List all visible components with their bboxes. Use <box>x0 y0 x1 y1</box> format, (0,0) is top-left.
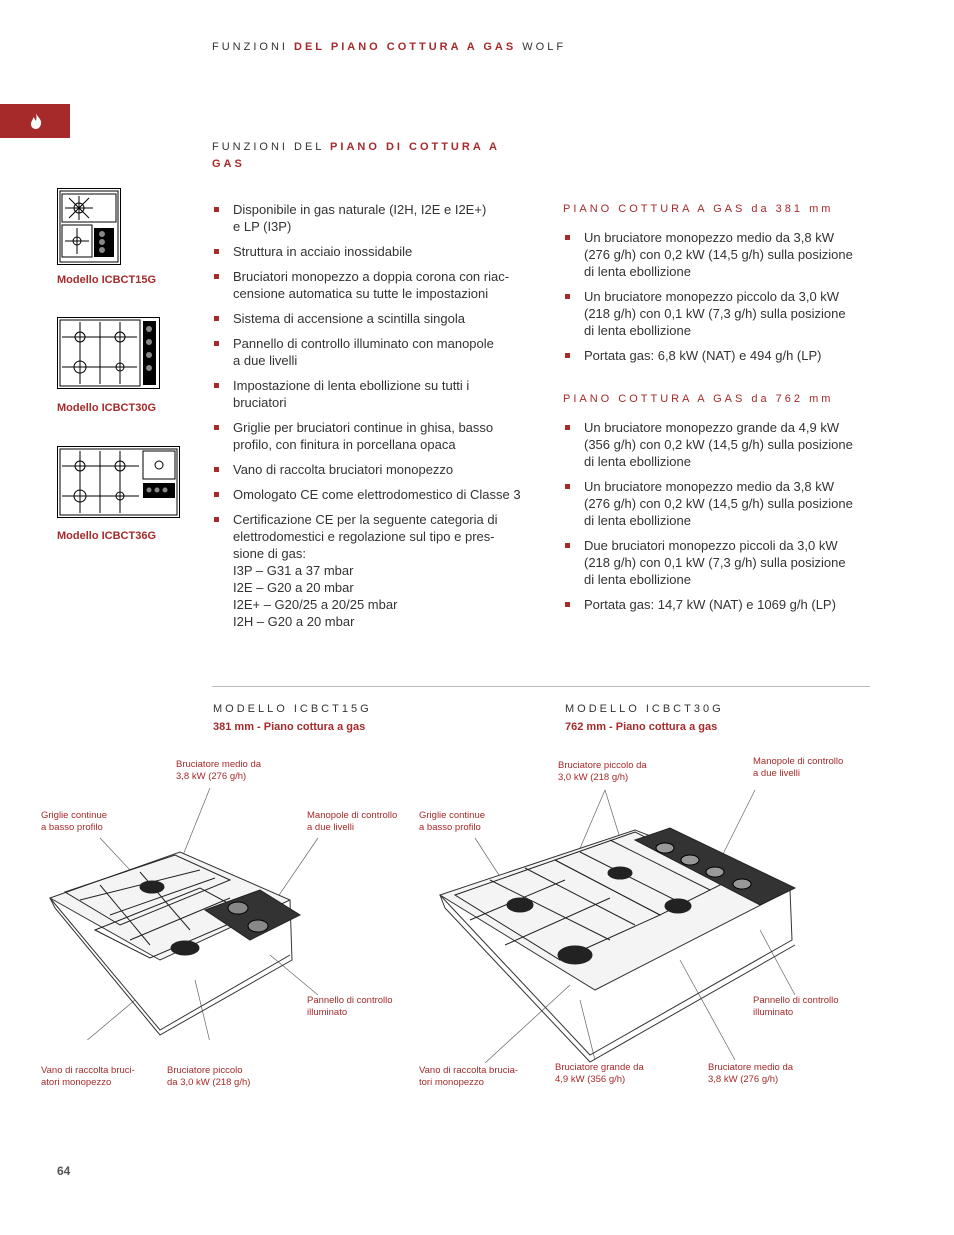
list-item: Vano di raccolta bruciatori monopezzo <box>213 461 543 478</box>
list-item: Portata gas: 6,8 kW (NAT) e 494 g/h (LP) <box>564 347 874 364</box>
list-item: Sistema di accensione a scintilla singola <box>213 310 543 327</box>
section-title-pre: FUNZIONI DEL <box>212 141 331 153</box>
list-item: Un bruciatore monopezzo medio da 3,8 kW (276 g/h) con 0,2 kW (14,5 g/h) sulla posizione di lenta ebollizione <box>564 229 874 280</box>
list-item: Certificazione CE per la seguente categoria di elettrodomestici e regolazione sul tipo e pres- sione di gas: I3P – G31 a 37 mbar I2E – G20 a 20 mbar I2E+ – G20/25 a 20/25 mbar I2H – G20 a 20 mbar <box>213 511 543 630</box>
model-label: Modello ICBCT36G <box>57 530 157 542</box>
list-item: Omologato CE come elettrodomestico di Classe 3 <box>213 486 543 503</box>
list-item: Impostazione di lenta ebollizione su tutti i bruciatori <box>213 377 543 411</box>
callout-medium-burner: Bruciatore medio da 3,8 kW (276 g/h) <box>176 759 262 782</box>
header-highlight: DEL PIANO COTTURA A GAS <box>294 41 517 53</box>
list-item: Due bruciatori monopezzo piccoli da 3,0 kW (218 g/h) con 0,1 kW (7,3 g/h) sulla posizione di lenta ebollizione <box>564 537 874 588</box>
section-title-highlight: PIANO DI COTTURA A GAS <box>212 141 500 170</box>
list-item: Griglie per bruciatori continue in ghisa, basso profilo, con finitura in porcellana opaca <box>213 419 543 453</box>
spec-762-title: PIANO COTTURA A GAS da 762 mm <box>563 393 834 405</box>
features-list <box>213 201 543 638</box>
callout-knobs: Manopole di controllo a due livelli <box>753 756 844 779</box>
callout-grates: Griglie continue a basso profilo <box>419 810 486 833</box>
diagram-15-sub: 381 mm - Piano cottura a gas <box>213 721 366 733</box>
callout-medium-burner: Bruciatore medio da 3,8 kW (276 g/h) <box>708 1062 794 1085</box>
callout-small-burner: Bruciatore piccolo da 3,0 kW (218 g/h) <box>167 1065 251 1088</box>
list-item: Portata gas: 14,7 kW (NAT) e 1069 g/h (LP) <box>564 596 874 613</box>
list-item: Struttura in acciaio inossidabile <box>213 243 543 260</box>
callout-small-burner: Bruciatore piccolo da 3,0 kW (218 g/h) <box>558 760 647 783</box>
cooktop-15-illustration <box>0 780 320 1040</box>
model-label: Modello ICBCT15G <box>57 274 157 286</box>
list-item: Un bruciatore monopezzo piccolo da 3,0 kW (218 g/h) con 0,1 kW (7,3 g/h) sulla posizione di lenta ebollizione <box>564 288 874 339</box>
cooktop-30-illustration <box>410 770 810 1070</box>
list-item: Bruciatori monopezzo a doppia corona con riac- censione automatica su tutte le impostazioni <box>213 268 543 302</box>
callout-large-burner: Bruciatore grande da 4,9 kW (356 g/h) <box>555 1062 644 1085</box>
section-title <box>212 139 512 173</box>
header-pre: FUNZIONI <box>212 41 294 53</box>
page-header <box>212 41 566 53</box>
section-divider <box>212 686 870 687</box>
list-item: Disponibile in gas naturale (I2H, I2E e I2E+) e LP (I3P) <box>213 201 543 235</box>
spec-381-title: PIANO COTTURA A GAS da 381 mm <box>563 203 834 215</box>
page-number: 64 <box>57 1164 71 1178</box>
thumbnail-icbct30g <box>57 317 160 389</box>
thumbnail-icbct36g <box>57 446 180 518</box>
spec-381-list <box>564 229 874 372</box>
model-label: Modello ICBCT30G <box>57 402 157 414</box>
thumbnail-icbct15g <box>57 188 121 265</box>
section-tab <box>0 104 70 138</box>
diagram-15-heading: MODELLO ICBCT15G <box>213 703 372 715</box>
callout-grates: Griglie continue a basso profilo <box>41 810 108 833</box>
diagram-30-heading: MODELLO ICBCT30G <box>565 703 724 715</box>
spec-762-list <box>564 419 874 621</box>
list-item: Un bruciatore monopezzo medio da 3,8 kW (276 g/h) con 0,2 kW (14,5 g/h) sulla posizione di lenta ebollizione <box>564 478 874 529</box>
callout-knobs: Manopole di controllo a due livelli <box>307 810 398 833</box>
callout-control-panel: Pannello di controllo illuminato <box>307 995 393 1018</box>
callout-control-panel: Pannello di controllo illuminato <box>753 995 839 1018</box>
callout-burner-pan: Vano di raccolta bruci- atori monopezzo <box>41 1065 135 1088</box>
header-post: WOLF <box>516 41 567 53</box>
diagram-30-sub: 762 mm - Piano cottura a gas <box>565 721 718 733</box>
list-item: Pannello di controllo illuminato con manopole a due livelli <box>213 335 543 369</box>
list-item: Un bruciatore monopezzo grande da 4,9 kW (356 g/h) con 0,2 kW (14,5 g/h) sulla posizione di lenta ebollizione <box>564 419 874 470</box>
callout-burner-pan: Vano di raccolta brucia- tori monopezzo <box>419 1065 519 1088</box>
flame-icon <box>29 113 43 129</box>
